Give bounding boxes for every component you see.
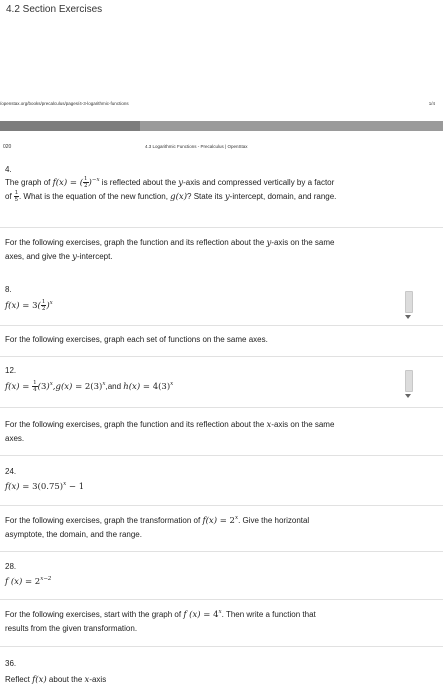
- divider: [0, 646, 443, 647]
- chevron-down-icon[interactable]: [405, 394, 411, 398]
- text: axes.: [5, 434, 25, 443]
- exercise-number: 12.: [5, 366, 17, 375]
- page-url: /openstax.org/books/precalculus/pages/4-3-logarithmic-functions: [0, 101, 129, 106]
- text: results from the given transformation.: [5, 624, 138, 633]
- exercise-24: [5, 465, 415, 494]
- math-f-of-x: $f(x) = 2^x$: [202, 515, 239, 526]
- scroll-thumb[interactable]: [405, 291, 413, 313]
- text: ,and: [105, 382, 124, 391]
- text: axes, and give the: [5, 252, 73, 261]
- exercise-number: 28.: [5, 562, 17, 571]
- gray-bar-segment: [0, 121, 140, 131]
- scroll-thumb[interactable]: [405, 370, 413, 392]
- text: -intercept, domain, and range.: [229, 192, 337, 201]
- text: The graph of: [5, 178, 53, 187]
- section-title: 4.2 Section Exercises: [6, 4, 103, 15]
- text: asymptote, the domain, and the range.: [5, 530, 142, 539]
- text: . Then write a function that: [221, 610, 316, 619]
- divider: [0, 505, 443, 506]
- exercise-number: 4.: [5, 165, 12, 174]
- text: of: [5, 192, 14, 201]
- exercise-number: 24.: [5, 467, 17, 476]
- text: For the following exercises, graph each set of functions on the same axes.: [5, 335, 268, 344]
- exercise-8: [5, 283, 415, 313]
- divider: [0, 227, 443, 228]
- scrollbar[interactable]: [404, 368, 412, 398]
- text: For the following exercises, graph the function and its reflection about the: [5, 238, 267, 247]
- exercise-12: [5, 364, 415, 394]
- text: For the following exercises, graph the function and its reflection about the: [5, 420, 267, 429]
- math-y: y: [224, 192, 230, 202]
- instruction-reflection-x: [5, 418, 415, 445]
- math-y: y: [72, 252, 77, 262]
- exercise-text: [5, 190, 415, 204]
- text: For the following exercises, graph the transformation of: [5, 516, 203, 525]
- divider: [0, 325, 443, 326]
- instruction-reflection-y: [5, 236, 415, 264]
- text: . Give the horizontal: [238, 516, 310, 525]
- math-f-of-x: f(x) = 3( $\frac{1}{2}$ )$^x$: [5, 299, 53, 312]
- text: is reflected about the: [99, 178, 179, 187]
- text: For the following exercises, start with the graph of: [5, 610, 184, 619]
- text: -axis and compressed vertically by a factor: [183, 178, 335, 187]
- math-f-of-x: f(x): [32, 675, 47, 685]
- year-label: 020: [3, 144, 12, 150]
- math-f-of-x: $f(x) = 3(0.75)^x - 1$: [5, 481, 85, 492]
- math-f-of-x: f $(x) = 2^{x-2}$: [5, 576, 52, 587]
- text: . What is the equation of the new function,: [18, 192, 171, 201]
- text: ? State its: [187, 192, 225, 201]
- instruction-same-axes: [5, 333, 415, 346]
- exercise-28: [5, 560, 415, 589]
- divider: [0, 356, 443, 357]
- math-one-fifth: $\frac{1}{5}$: [14, 190, 18, 204]
- text: -axis on the same: [271, 238, 335, 247]
- math-x: x: [84, 675, 90, 685]
- exercise-number: 36.: [5, 659, 17, 668]
- divider: [0, 455, 443, 456]
- math-y: y: [266, 238, 272, 248]
- math-x: x: [266, 420, 272, 430]
- math-g-of-x: g(x): [170, 192, 188, 202]
- text: about the: [46, 675, 85, 684]
- exercise-36: [5, 657, 415, 687]
- math-functions: f(x) = $\frac{1}{4}$ $(3)^x,g(x) = 2(3)^x,and$ $h(x) = 4(3)^x$: [5, 380, 174, 393]
- exercise-4: [5, 163, 415, 204]
- exercise-number: 8.: [5, 285, 12, 294]
- divider: [0, 551, 443, 552]
- text: -intercept.: [76, 252, 113, 261]
- page-count: 1/4: [428, 101, 435, 106]
- instruction-write-function: [5, 608, 415, 635]
- math-y: y: [178, 178, 184, 188]
- exercise-text: [5, 176, 415, 190]
- document-title: 4.3 Logarithmic Functions - Precalculus | OpenStax: [145, 144, 248, 149]
- text: Reflect: [5, 675, 33, 684]
- math-f-of-x: f $(x) = 4^x$: [183, 609, 222, 620]
- instruction-transformation: [5, 514, 415, 541]
- math-f-of-x: f(x) = ( $\frac{1}{2}$ )$^{-x}$: [52, 176, 100, 189]
- scrollbar[interactable]: [404, 289, 412, 319]
- text: -axis: [89, 675, 107, 684]
- chevron-down-icon[interactable]: [405, 315, 411, 319]
- divider: [0, 599, 443, 600]
- divider: [0, 407, 443, 408]
- text: -axis on the same: [271, 420, 335, 429]
